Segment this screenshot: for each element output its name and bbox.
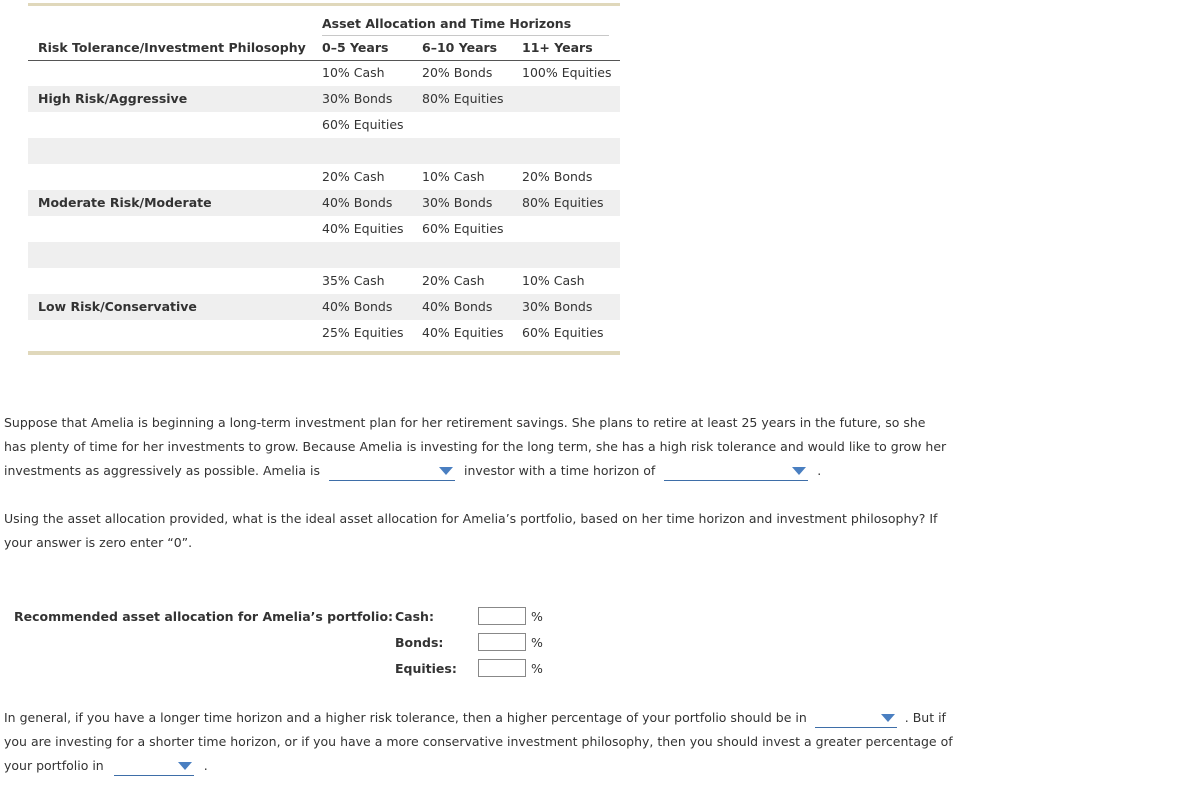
bonds-input[interactable] xyxy=(478,633,526,651)
cash-input[interactable] xyxy=(478,607,526,625)
equities-input[interactable] xyxy=(478,659,526,677)
table-cell: 20% Cash xyxy=(322,169,385,184)
paragraph-text: you are investing for a shorter time horizon, or if you have a more conservative investment philosophy, then you should invest a greater percentage of xyxy=(4,734,953,749)
column-header-0-5: 0–5 Years xyxy=(322,40,389,55)
risk-label-low: Low Risk/Conservative xyxy=(38,299,197,314)
question-paragraph-1 xyxy=(4,411,947,483)
table-cell: 35% Cash xyxy=(322,273,385,288)
table-cell: 60% Equities xyxy=(522,325,604,340)
table-cell: 30% Bonds xyxy=(522,299,593,314)
table-bottom-border xyxy=(28,351,620,355)
table-cell: 20% Bonds xyxy=(422,65,493,80)
recommended-allocation-title: Recommended asset allocation for Amelia’s portfolio: xyxy=(14,609,394,624)
percent-unit: % xyxy=(531,635,543,650)
table-cell: 25% Equities xyxy=(322,325,404,340)
question-paragraph-2 xyxy=(4,507,938,555)
equities-label: Equities: xyxy=(395,661,457,676)
table-cell: 100% Equities xyxy=(522,65,612,80)
percent-unit: % xyxy=(531,609,543,624)
greater-percentage-dropdown[interactable] xyxy=(114,757,194,776)
table-cell: 80% Equities xyxy=(422,91,504,106)
table-row xyxy=(28,320,620,346)
table-cell: 60% Equities xyxy=(322,117,404,132)
paragraph-text: your portfolio in xyxy=(4,758,104,773)
paragraph-line-with-dropdown xyxy=(4,754,924,778)
table-row xyxy=(28,190,620,216)
question-paragraph-3 xyxy=(4,706,953,778)
paragraph-text: investor with a time horizon of xyxy=(463,463,656,478)
row-header-label: Risk Tolerance/Investment Philosophy xyxy=(38,40,306,55)
investor-type-dropdown[interactable] xyxy=(329,462,455,481)
chevron-down-icon xyxy=(178,762,192,770)
table-cell: 10% Cash xyxy=(522,273,585,288)
risk-label-moderate: Moderate Risk/Moderate xyxy=(38,195,212,210)
paragraph-text: . xyxy=(203,758,208,773)
table-cell: 30% Bonds xyxy=(422,195,493,210)
table-header-row xyxy=(28,38,620,58)
paragraph-text: your answer is zero enter “0”. xyxy=(4,535,193,550)
paragraph-text: Suppose that Amelia is beginning a long-term investment plan for her retirement savings. She plans to retire at least 25 years in the future, so she xyxy=(4,415,926,430)
table-cell: 40% Bonds xyxy=(322,195,393,210)
column-header-6-10: 6–10 Years xyxy=(422,40,498,55)
table-row xyxy=(28,164,620,190)
table-top-border xyxy=(28,3,620,6)
time-horizon-dropdown[interactable] xyxy=(664,462,808,481)
paragraph-text: . But if xyxy=(904,710,946,725)
table-group-header: Asset Allocation and Time Horizons xyxy=(322,16,572,31)
table-spacer-row xyxy=(28,138,620,164)
table-row xyxy=(28,294,620,320)
chevron-down-icon xyxy=(792,467,806,475)
paragraph-line-with-dropdown xyxy=(4,706,946,730)
cash-label: Cash: xyxy=(395,609,434,624)
table-row xyxy=(28,60,620,86)
column-header-11-plus: 11+ Years xyxy=(522,40,593,55)
paragraph-text: In general, if you have a longer time horizon and a higher risk tolerance, then a higher percentage of your portfolio should be in xyxy=(4,710,807,725)
table-cell: 10% Cash xyxy=(322,65,385,80)
table-cell: 40% Bonds xyxy=(422,299,493,314)
higher-percentage-dropdown[interactable] xyxy=(815,709,897,728)
table-cell: 20% Bonds xyxy=(522,169,593,184)
paragraph-text: has plenty of time for her investments to grow. Because Amelia is investing for the long term, she has a high risk tolerance and would like to grow her xyxy=(4,439,947,454)
risk-label-high: High Risk/Aggressive xyxy=(38,91,188,106)
chevron-down-icon xyxy=(881,714,895,722)
paragraph-text: Using the asset allocation provided, what is the ideal asset allocation for Amelia’s portfolio, based on her time horizon and investment philosophy? If xyxy=(4,511,938,526)
table-cell: 40% Bonds xyxy=(322,299,393,314)
paragraph-text: . xyxy=(817,463,822,478)
header-divider xyxy=(322,35,609,36)
table-row xyxy=(28,112,620,138)
table-cell: 80% Equities xyxy=(522,195,604,210)
paragraph-line-with-dropdowns xyxy=(4,459,924,483)
bonds-label: Bonds: xyxy=(395,635,444,650)
table-spacer-row xyxy=(28,242,620,268)
percent-unit: % xyxy=(531,661,543,676)
table-cell: 30% Bonds xyxy=(322,91,393,106)
table-cell: 40% Equities xyxy=(422,325,504,340)
table-cell: 60% Equities xyxy=(422,221,504,236)
table-cell: 40% Equities xyxy=(322,221,404,236)
table-row xyxy=(28,268,620,294)
table-row xyxy=(28,216,620,242)
table-cell: 20% Cash xyxy=(422,273,485,288)
paragraph-text: investments as aggressively as possible. Amelia is xyxy=(4,463,320,478)
chevron-down-icon xyxy=(439,467,453,475)
table-cell: 10% Cash xyxy=(422,169,485,184)
table-row xyxy=(28,86,620,112)
